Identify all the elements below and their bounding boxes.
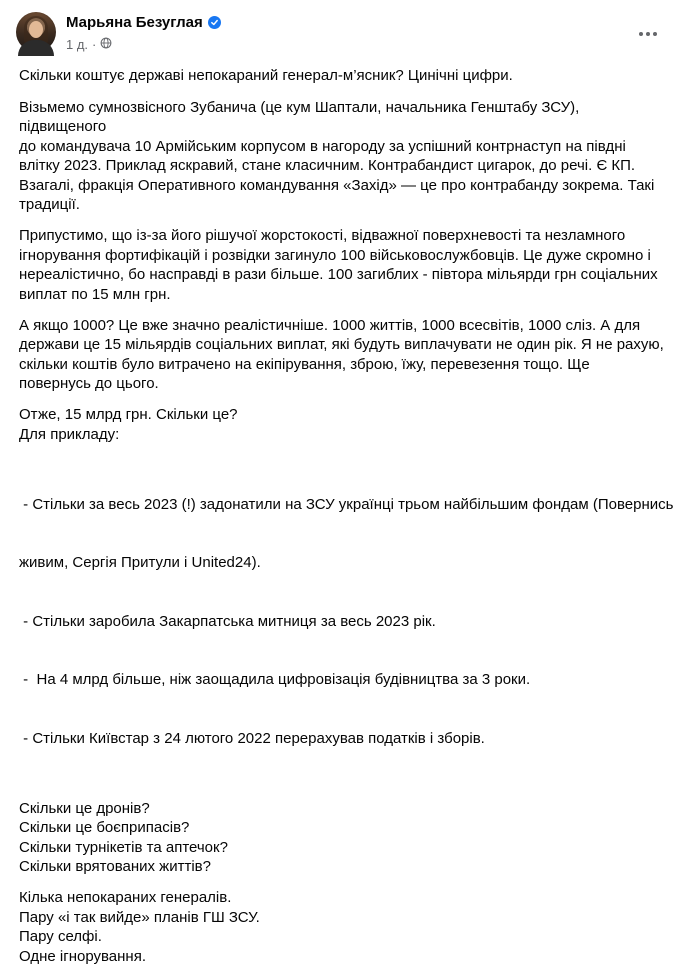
text-line: Припустимо, що із-за його рішучої жорстокості, відважної поверхневості та незламного — [19, 227, 626, 244]
more-options-icon[interactable] — [630, 16, 666, 52]
list-item: - Стільки за весь 2023 (!) задонатили на ЗСУ українці трьом найбільшим фондам (Повернись — [19, 495, 674, 513]
list-item: - Стільки заробила Закарпатська митниця за весь 2023 рік. — [19, 612, 436, 630]
text-line: Скільки турнікетів та аптечок? — [19, 838, 228, 856]
post-timestamp[interactable]: 1 д. — [66, 37, 89, 52]
text-line: нереалістично, бо насправді в рази більше. 100 загиблих - півтора мільярди грн соціальних — [19, 266, 658, 283]
text-line: держави це 15 мільярдів соціальних виплат, які будуть виплачувати не один рік. Я не рахую, — [19, 336, 664, 353]
verified-badge-icon — [208, 16, 221, 29]
post-header — [16, 12, 666, 56]
text-line: Пару селфі. — [19, 928, 102, 945]
examples-list — [19, 456, 674, 788]
text-line: виплат по 15 млн грн. — [19, 285, 171, 303]
globe-icon[interactable] — [100, 37, 112, 52]
text-line: Пару «і так вийде» планів ГШ ЗСУ. — [19, 908, 260, 926]
paragraph-how-many — [19, 799, 667, 877]
text-line: скільки коштів було витрачено на екіпірування, зброю, їжу, перевезення тощо. Ще — [19, 355, 590, 373]
text-line: Візьмемо сумнозвісного Зубанича (це кум Шаптали, начальника Генштабу ЗСУ), підвищеного — [19, 98, 580, 135]
text-line: Для прикладу: — [19, 425, 120, 443]
text-line: повернусь до цього. — [19, 375, 159, 392]
text-line: до командувача 10 Армійським корпусом в нагороду за успішний контрнаступ на півдні — [19, 137, 626, 155]
text-line: Одне ігнорування. — [19, 947, 146, 965]
paragraph-100-killed — [19, 226, 667, 304]
list-item: - На 4 млрд більше, ніж заощадила цифровізація будівництва за 3 роки. — [19, 671, 531, 688]
text-line: Взагалі, фракція Оперативного командування «Захід» — це про контрабанду зокрема. Такі — [19, 176, 655, 194]
text-line: Отже, 15 млрд грн. Скільки це? — [19, 406, 238, 423]
text-line: влітку 2023. Приклад яскравий, стане класичним. Контрабандист цигарок, до речі. Є КП. — [19, 157, 636, 174]
paragraph-question — [19, 405, 667, 444]
paragraph-1000 — [19, 316, 667, 394]
text-line: Скільки це боєприпасів? — [19, 819, 190, 836]
author-name[interactable]: Марьяна Безуглая — [66, 14, 203, 31]
paragraph-zubanych — [19, 98, 667, 215]
text-line: А якщо 1000? Це вже значно реалістичніше. 1000 життів, 1000 всесвітів, 1000 сліз. А для — [19, 316, 641, 334]
text-line: Скільки це дронів? — [19, 799, 150, 817]
text-line: Скільки врятованих життів? — [19, 858, 211, 875]
post-meta — [66, 37, 112, 52]
author-row — [66, 14, 221, 31]
paragraph-intro: Скільки коштує державі непокараний генерал-м’ясник? Цинічні цифри. — [19, 67, 513, 84]
text-line: Кілька непокараних генералів. — [19, 889, 232, 906]
list-item: - Стільки Київстар з 24 лютого 2022 перерахував податків і зборів. — [19, 729, 485, 747]
list-item: живим, Сергія Притули і United24). — [19, 554, 261, 571]
paragraph-generals — [19, 888, 667, 966]
author-avatar[interactable] — [16, 12, 56, 52]
text-line: традиції. — [19, 196, 80, 213]
meta-separator: · — [92, 37, 97, 52]
post-text — [19, 66, 674, 978]
text-line: ігнорування фортифікацій і розвідки загинуло 100 військовослужбовців. Це дуже скромно і — [19, 246, 651, 264]
